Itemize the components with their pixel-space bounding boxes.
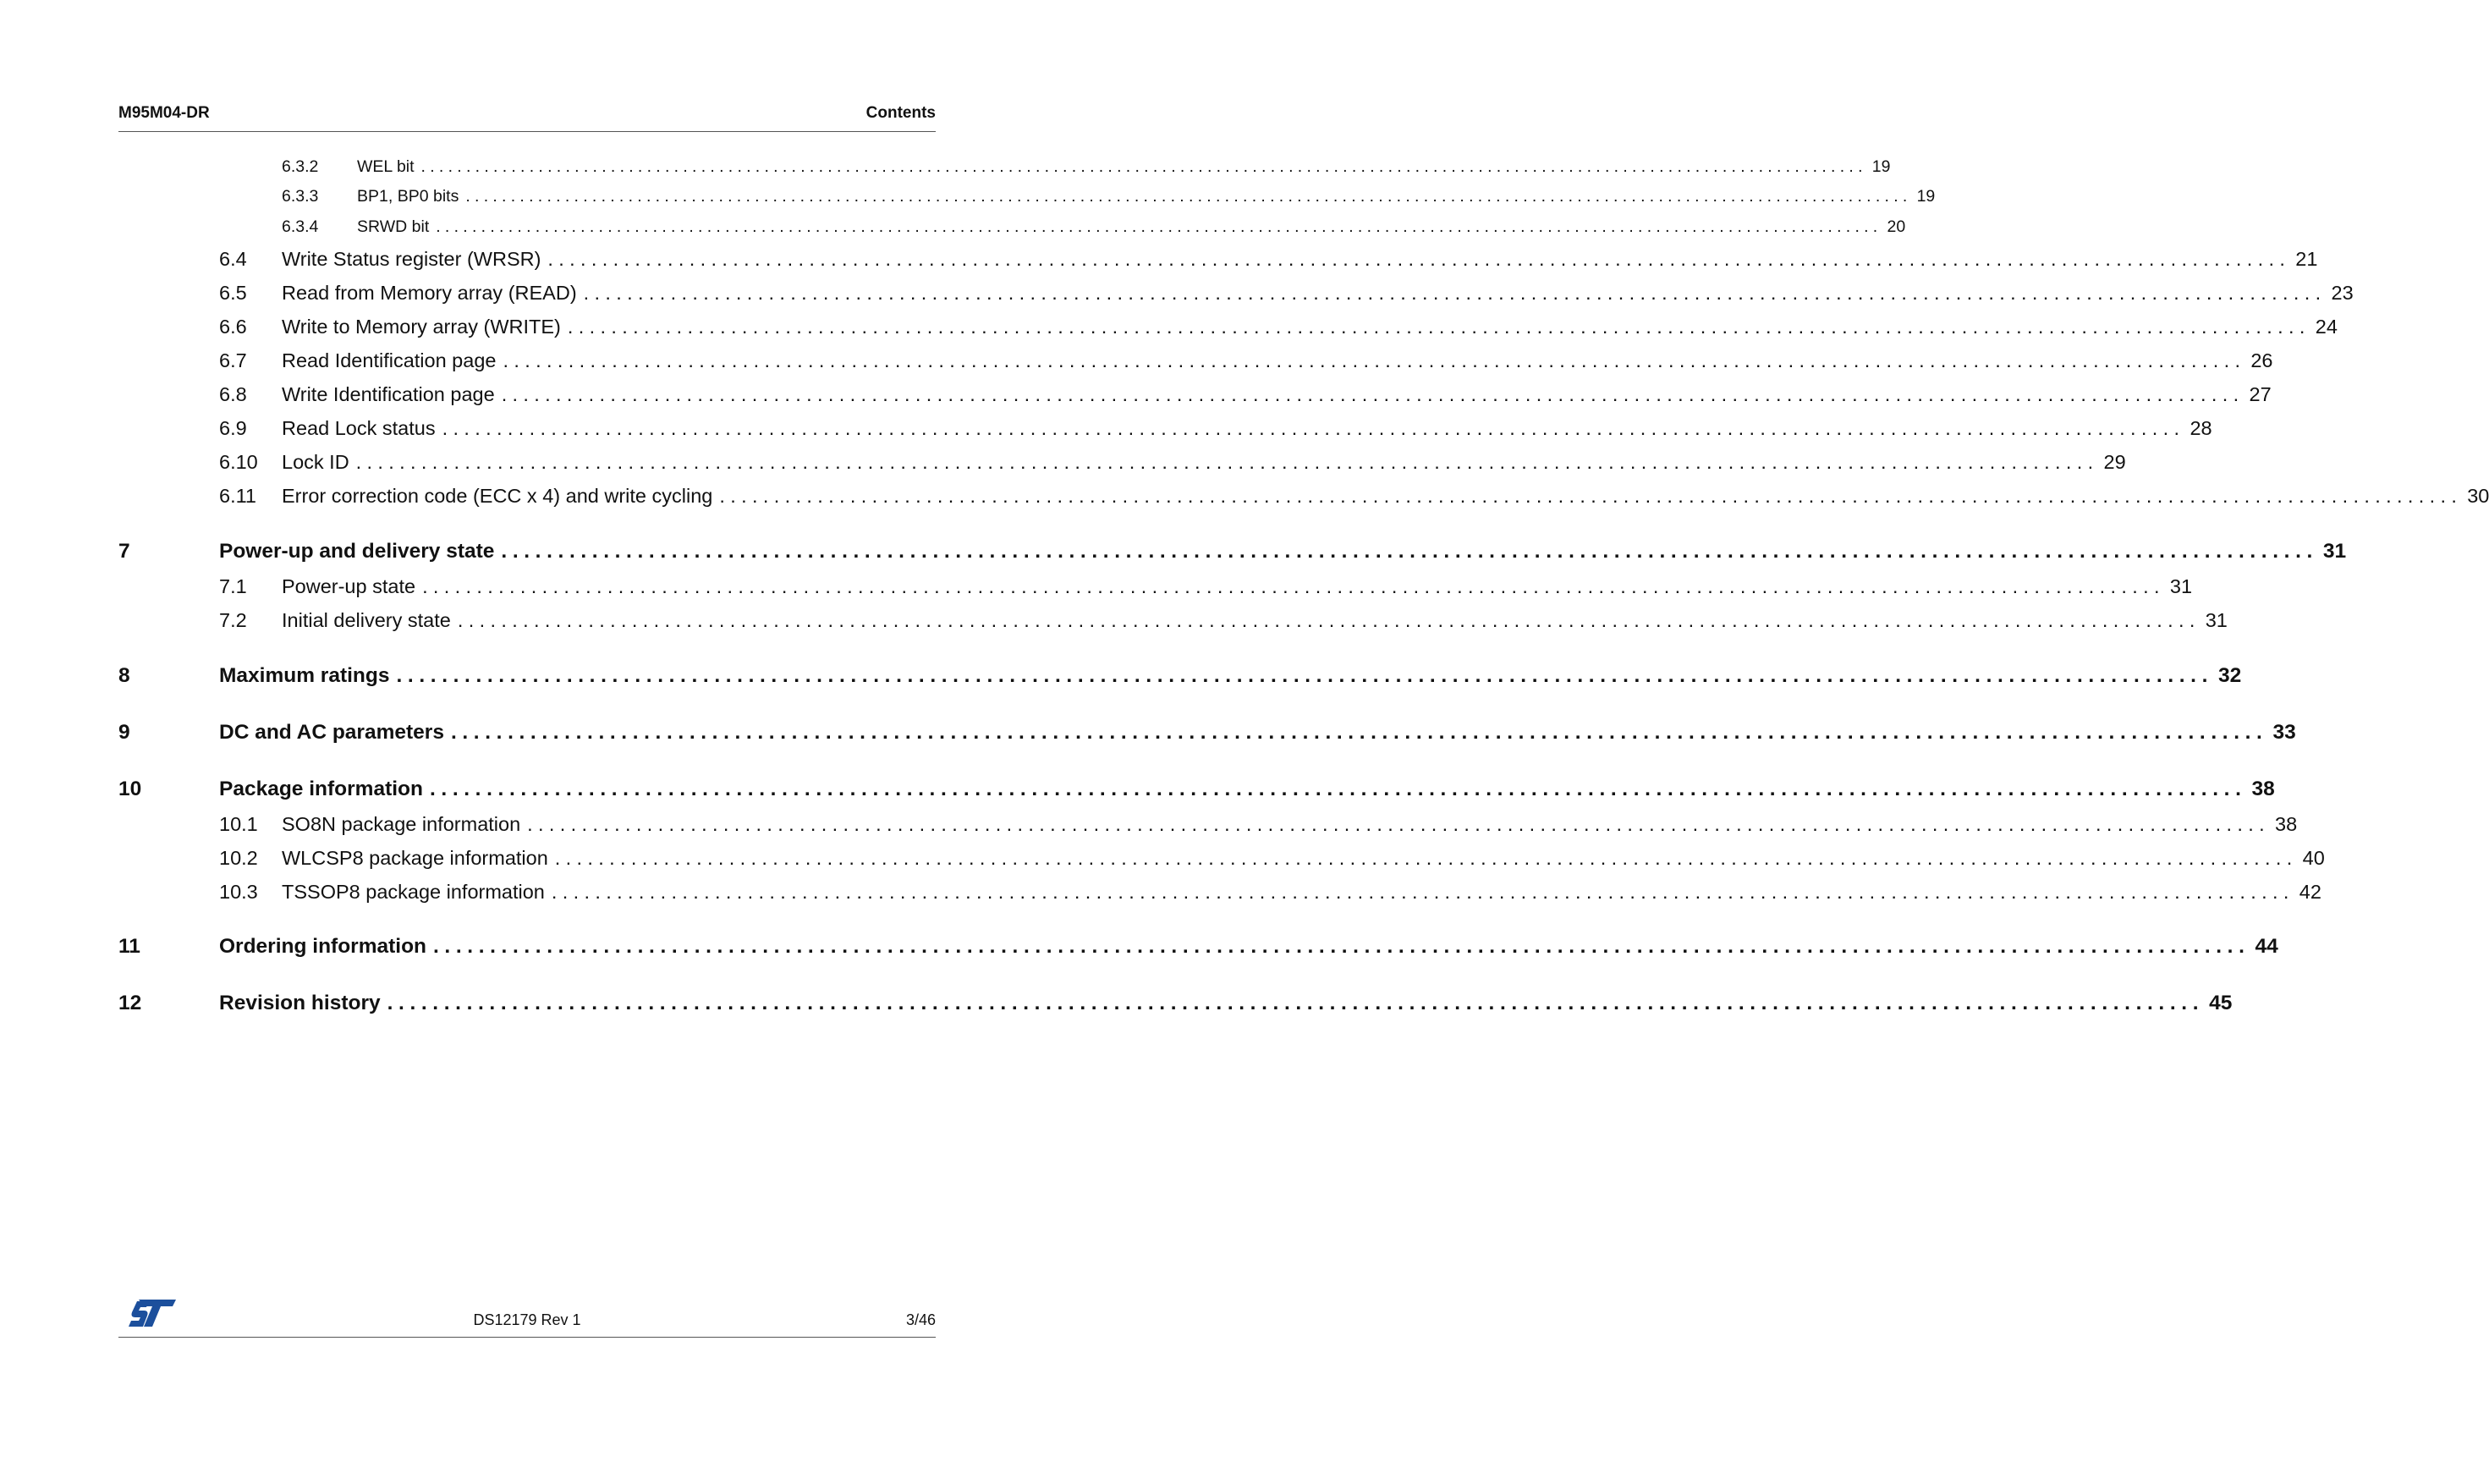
- toc-entry-page: 42: [2299, 881, 2321, 903]
- toc-entry-title: SO8N package information: [282, 813, 521, 835]
- toc-entry-number: 6.11: [219, 485, 256, 507]
- toc-leader-dots: ................................................................................................................................................................: [355, 451, 2099, 473]
- toc-entry[interactable]: [118, 575, 2193, 601]
- section-title: Contents: [865, 104, 936, 122]
- toc-entry-page: 26: [2250, 349, 2273, 371]
- toc-leader-dots: ................................................................................................................................................................: [433, 935, 2250, 958]
- toc-leader-dots: ................................................................................................................................................................: [457, 609, 2201, 631]
- toc-entry-title: BP1, BP0 bits: [357, 187, 459, 206]
- toc-entry-page: 29: [2103, 451, 2126, 473]
- toc-entry-number: 6.4: [219, 248, 247, 270]
- toc-entry[interactable]: [118, 383, 2272, 409]
- toc-leader-dots: ................................................................................................................................................................: [442, 417, 2185, 439]
- toc-entry[interactable]: [118, 540, 2347, 565]
- toc-entry-title: Write Identification page: [282, 383, 495, 405]
- toc-entry-page: 38: [2251, 778, 2275, 800]
- toc-entry-number: 8: [118, 664, 130, 687]
- toc-leader-dots: ................................................................................................................................................................: [503, 349, 2246, 371]
- toc-leader-dots: ................................................................................................................................................................: [719, 485, 2463, 507]
- toc-entry-page: 19: [1871, 157, 1891, 176]
- page-number: 3/46: [905, 1311, 936, 1328]
- toc-entry[interactable]: [118, 881, 2321, 906]
- toc-entry-page: 31: [2322, 540, 2347, 563]
- toc-leader-dots: ................................................................................................................................................................: [501, 383, 2244, 405]
- toc-entry[interactable]: [118, 217, 1906, 243]
- toc-entry-page: 40: [2302, 847, 2325, 869]
- toc-entry-title: Maximum ratings: [219, 664, 390, 687]
- toc-leader-dots: ................................................................................................................................................................: [551, 881, 2294, 903]
- toc-entry-number: 7.1: [219, 575, 247, 597]
- toc-entry-number: 6.3.4: [282, 217, 319, 236]
- toc-entry[interactable]: [118, 316, 2338, 341]
- toc-entry-number: 7.2: [219, 609, 247, 631]
- toc-entry-page: 27: [2249, 383, 2272, 405]
- toc-entry[interactable]: [118, 349, 2273, 375]
- toc-entry-page: 32: [2218, 664, 2242, 687]
- page-footer: [118, 1298, 936, 1338]
- toc-entry[interactable]: [118, 417, 2212, 442]
- toc-leader-dots: ................................................................................................................................................................: [387, 992, 2205, 1014]
- toc-leader-dots: ................................................................................................................................................................: [554, 847, 2298, 869]
- toc-entry-title: Revision history: [219, 992, 381, 1014]
- toc-leader-dots: ................................................................................................................................................................: [527, 813, 2271, 835]
- toc-entry[interactable]: [118, 451, 2126, 476]
- toc-entry-page: 30: [2467, 485, 2489, 507]
- toc-entry-title: Lock ID: [282, 451, 349, 473]
- document-part-number: M95M04-DR: [118, 104, 210, 122]
- toc-entry-title: SRWD bit: [357, 217, 430, 236]
- toc-entry-number: 6.10: [219, 451, 258, 473]
- toc-entry-page: 20: [1887, 217, 1906, 236]
- toc-entry-title: DC and AC parameters: [219, 721, 444, 744]
- toc-leader-dots: ................................................................................................................................................................: [396, 664, 2213, 687]
- toc-entry[interactable]: [118, 157, 1891, 183]
- toc-leader-dots: ................................................................................................................................................................: [436, 217, 1882, 236]
- toc-entry-number: 11: [118, 935, 140, 958]
- toc-entry-number: 10.3: [219, 881, 258, 903]
- toc-entry-number: 6.9: [219, 417, 247, 439]
- toc-entry[interactable]: [118, 664, 2242, 690]
- toc-entry-title: WEL bit: [357, 157, 415, 176]
- toc-entry-page: 38: [2275, 813, 2298, 835]
- toc-entry-number: 6.7: [219, 349, 247, 371]
- toc-entry-page: 44: [2255, 935, 2278, 958]
- toc-leader-dots: ................................................................................................................................................................: [501, 540, 2318, 563]
- toc-entry[interactable]: [118, 992, 2233, 1017]
- toc-entry-title: Read Identification page: [282, 349, 497, 371]
- toc-entry-title: TSSOP8 package information: [282, 881, 545, 903]
- toc-entry[interactable]: [118, 485, 2489, 510]
- toc-entry-number: 9: [118, 721, 130, 744]
- toc-entry-title: Power-up and delivery state: [219, 540, 495, 563]
- toc-entry-number: 6.6: [219, 316, 247, 338]
- toc-leader-dots: ................................................................................................................................................................: [583, 282, 2327, 304]
- toc-entry-page: 45: [2209, 992, 2233, 1014]
- toc-entry-title: Error correction code (ECC x 4) and write cycling: [282, 485, 713, 507]
- toc-entry[interactable]: [118, 721, 2296, 746]
- toc-entry-title: Package information: [219, 778, 423, 800]
- toc-entry-number: 12: [118, 992, 142, 1014]
- toc-entry-page: 31: [2205, 609, 2228, 631]
- toc-entry[interactable]: [118, 813, 2298, 838]
- toc-entry-title: Read from Memory array (READ): [282, 282, 577, 304]
- toc-leader-dots: ................................................................................................................................................................: [547, 248, 2291, 270]
- toc-entry-number: 10.2: [219, 847, 258, 869]
- toc-entry-number: 7: [118, 540, 130, 563]
- toc-entry-number: 6.3.3: [282, 187, 319, 206]
- toc-entry-number: 6.5: [219, 282, 247, 304]
- document-revision: DS12179 Rev 1: [473, 1311, 581, 1328]
- toc-entry[interactable]: [118, 248, 2318, 273]
- toc-entry-page: 28: [2190, 417, 2212, 439]
- toc-entry-number: 10: [118, 778, 142, 800]
- toc-entry-number: 6.3.2: [282, 157, 319, 176]
- toc-entry-title: WLCSP8 package information: [282, 847, 548, 869]
- toc-entry-number: 10.1: [219, 813, 258, 835]
- toc-leader-dots: ................................................................................................................................................................: [429, 778, 2247, 800]
- toc-entry-number: 6.8: [219, 383, 247, 405]
- toc-entry[interactable]: [118, 935, 2278, 960]
- toc-leader-dots: ................................................................................................................................................................: [420, 157, 1867, 176]
- toc-leader-dots: ................................................................................................................................................................: [450, 721, 2268, 744]
- toc-entry[interactable]: [118, 847, 2325, 872]
- toc-entry-title: Power-up state: [282, 575, 416, 597]
- toc-leader-dots: ................................................................................................................................................................: [567, 316, 2310, 338]
- toc-entry-title: Initial delivery state: [282, 609, 451, 631]
- toc-entry-title: Write Status register (WRSR): [282, 248, 541, 270]
- toc-entry-page: 31: [2169, 575, 2193, 597]
- toc-entry[interactable]: [118, 187, 1936, 212]
- toc-leader-dots: ................................................................................................................................................................: [422, 575, 2165, 597]
- toc-leader-dots: ................................................................................................................................................................: [465, 187, 1912, 206]
- toc-entry[interactable]: [118, 778, 2275, 803]
- toc-entry[interactable]: [118, 282, 2354, 307]
- toc-entry-page: 23: [2331, 282, 2354, 304]
- toc-entry[interactable]: [118, 609, 2228, 635]
- toc-entry-page: 19: [1916, 187, 1936, 206]
- toc-entry-title: Ordering information: [219, 935, 426, 958]
- toc-entry-page: 24: [2315, 316, 2338, 338]
- toc-entry-title: Write to Memory array (WRITE): [282, 316, 561, 338]
- toc-entry-page: 33: [2272, 721, 2296, 744]
- toc-entry-page: 21: [2295, 248, 2318, 270]
- table-of-contents: [118, 0, 2489, 1484]
- toc-entry-title: Read Lock status: [282, 417, 436, 439]
